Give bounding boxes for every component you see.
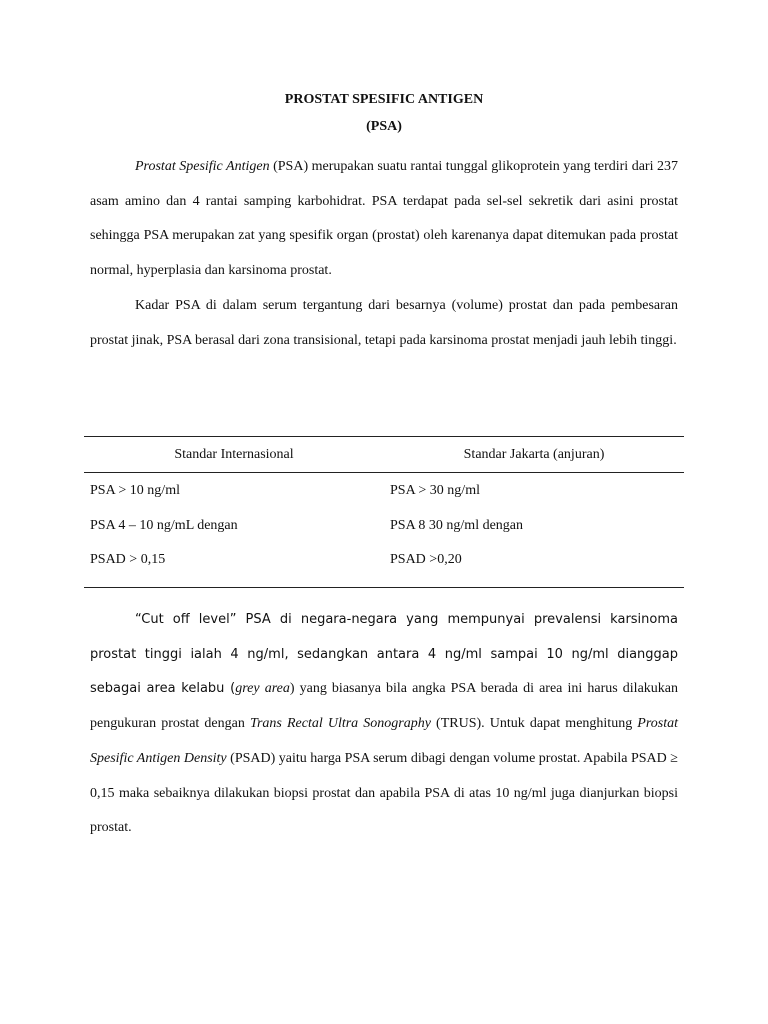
table-header-jakarta: Standar Jakarta (anjuran) [463,446,605,462]
paragraph-2-text: Kadar PSA di dalam serum tergantung dari besarnya (volume) prostat dan pada pembesaran prostat jinak, PSA berasal dari zona transisional, tetapi pada karsinoma prostat menjadi jauh lebih tinggi. [90,298,678,348]
paragraph-3-seg5: (TRUS). Untuk dapat menghitung [430,716,638,732]
table-cell: PSAD >0,20 [390,552,462,568]
table-cell: PSA > 30 ng/ml [390,483,480,499]
paragraph-2 [90,289,678,358]
table-row [84,543,684,578]
paragraph-3-seg1: “Cut off level” PSA di negara-negara yang mempunyai prevalensi karsinoma prostat tinggi ialah 4 ng/ml, sedangkan antara 4 ng/ml sampai 10 ng/ml dianggap sebagai area kelabu ( [90,612,678,697]
paragraph-3-seg7: (PSAD) yaitu harga PSA serum dibagi dengan volume prostat. Apabila PSAD ≥ 0,15 maka sebaiknya dilakukan biopsi prostat dan apabila PSA di atas 10 ng/ml juga dianjurkan biopsi prostat. [90,750,678,836]
paragraph-1 [90,150,678,289]
document-subtitle: (PSA) [366,119,402,134]
paragraph-1-text: (PSA) merupakan suatu rantai tunggal glikoprotein yang terdiri dari 237 asam amino dan 4 rantai samping karbohidrat. PSA terdapat pada sel-sel sekretik dari asini prostat sehingga PSA merupakan zat yang spesifik organ (prostat) oleh karenanya dapat ditemukan pada prostat normal, hyperplasia dan karsinoma prostat. [90,159,678,279]
document-title: PROSTAT SPESIFIC ANTIGEN [284,92,484,107]
table-row [84,509,684,544]
table-row [84,474,684,509]
paragraph-3-italic-grey-area: grey area [235,681,290,697]
table-cell: PSA 8 30 ng/ml dengan [390,517,524,533]
psa-standards-table [84,436,684,588]
table-header-international: Standar Internasional [174,446,294,462]
table-cell: PSA > 10 ng/ml [90,483,180,499]
table-cell: PSA 4 – 10 ng/mL dengan [90,517,238,533]
paragraph-3 [90,603,678,846]
table-body [84,473,684,587]
paragraph-3-seg3: ) yang biasanya bila angka PSA berada di area ini harus dilakukan pengukuran prostat dengan [90,681,678,732]
paragraph-3-italic-psad: Prostat Spesific Antigen Density [90,716,679,766]
paragraph-1-italic-lead: Prostat Spesific Antigen [135,159,270,174]
paragraph-3-italic-trus: Trans Rectal Ultra Sonography [249,716,431,732]
table-cell: PSAD > 0,15 [90,552,166,568]
table-header [84,437,684,473]
